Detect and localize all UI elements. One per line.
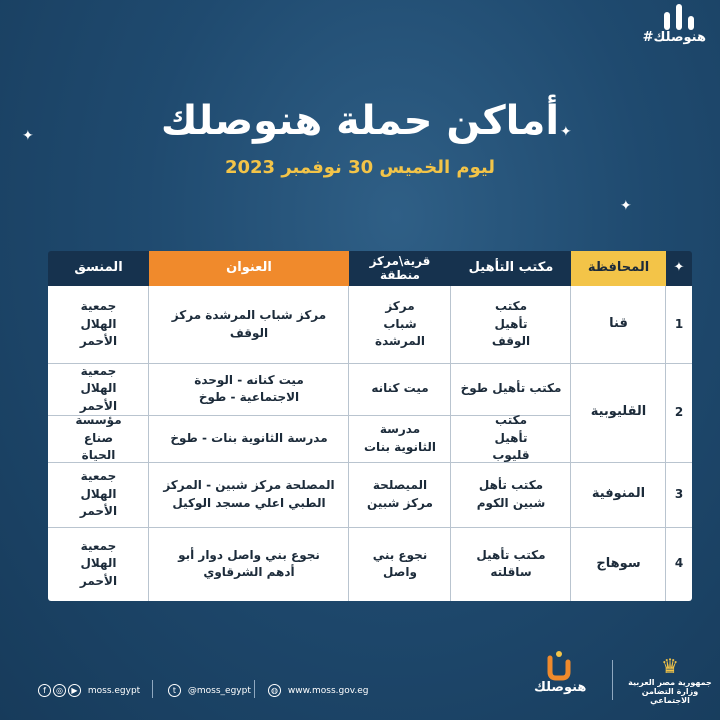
hashtag-label: #هنوصلك bbox=[642, 30, 706, 45]
village-cell: ميت كنانه bbox=[371, 381, 429, 396]
governorate-cell: قنا bbox=[609, 316, 628, 332]
address-cell: مدرسة الثانوية بنات - طوخ bbox=[170, 430, 328, 445]
header-address: العنوان bbox=[149, 251, 349, 286]
globe-icon: ◍ bbox=[268, 684, 281, 697]
twitter-handle: @moss_egypt bbox=[187, 686, 251, 696]
row-number: 2 bbox=[674, 404, 684, 419]
header-office: مكتب التأهيل bbox=[451, 251, 571, 286]
village-cell: نجوع بني واصل bbox=[372, 547, 428, 579]
address-cell: نجوع بني واصل دوار أبو أدهم الشرقاوي bbox=[178, 547, 320, 579]
locations-table bbox=[48, 251, 692, 601]
brand-name: هنوصلك bbox=[534, 680, 587, 695]
row-number: 3 bbox=[674, 486, 684, 501]
instagram-icon: ◎ bbox=[53, 684, 66, 697]
page-title: أماكن حملة هنوصلك bbox=[160, 98, 560, 144]
governorate-cell: المنوفية bbox=[591, 486, 646, 502]
social-handle: moss.egypt bbox=[87, 686, 141, 696]
brand-mark-icon bbox=[542, 648, 576, 682]
coordinator-cell: جمعية الهلال الأحمر bbox=[79, 363, 118, 413]
sparkle-icon: ✦ bbox=[620, 198, 632, 214]
brand-logo bbox=[534, 648, 587, 695]
village-cell: مركز شباب المرشدة bbox=[375, 299, 425, 349]
facebook-icon: f bbox=[38, 684, 51, 697]
facebook-handle-group[interactable] bbox=[36, 684, 140, 697]
office-cell: مكتب تأهيل الوقف bbox=[491, 299, 531, 349]
header-coordinator: المنسق bbox=[48, 251, 149, 286]
twitter-icon: t bbox=[168, 684, 181, 697]
page-subtitle: ليوم الخميس 30 نوفمبر 2023 bbox=[224, 157, 496, 178]
address-cell: ميت كنانه - الوحدة الاجتماعية - طوخ bbox=[194, 372, 304, 404]
bars-decoration bbox=[642, 0, 702, 30]
coordinator-cell: مؤسسة صناع الحياة bbox=[75, 413, 122, 463]
eagle-icon: ♛ bbox=[661, 654, 679, 678]
coordinator-cell: جمعية الهلال الأحمر bbox=[79, 469, 118, 519]
sparkle-icon: ✦ bbox=[560, 124, 572, 140]
gov-line2: وزارة التضامن الاجتماعي bbox=[641, 687, 699, 705]
sparkle-icon: ✦ bbox=[22, 128, 34, 144]
youtube-icon: ▶ bbox=[68, 684, 81, 697]
header-village: قرية\مركز منطقة bbox=[349, 251, 451, 286]
gov-line1: جمهورية مصر العربية bbox=[628, 678, 712, 687]
header-governorate: المحافظة bbox=[571, 251, 666, 286]
office-cell: مكتب تأهيل ساقلته bbox=[476, 547, 546, 579]
coordinator-cell: جمعية الهلال الأحمر bbox=[79, 538, 118, 588]
governorate-cell: القليوبية bbox=[590, 404, 647, 420]
governorate-cell: سوهاج bbox=[596, 555, 641, 571]
website-link[interactable] bbox=[266, 684, 368, 697]
row-number: 1 bbox=[674, 316, 684, 331]
sparkle-icon: ✦ bbox=[673, 260, 685, 276]
address-cell: المصلحة مركز شبين - المركز الطبي اعلي مسجد الوكيل bbox=[163, 478, 335, 510]
coordinator-cell: جمعية الهلال الأحمر bbox=[79, 299, 118, 349]
address-cell: مركز شباب المرشدة مركز الوقف bbox=[171, 308, 327, 340]
website-url: www.moss.gov.eg bbox=[287, 686, 369, 696]
office-cell: مكتب تأهيل قليوب bbox=[492, 413, 530, 463]
village-cell: مدرسة الثانوية بنات bbox=[364, 422, 436, 454]
twitter-handle-group[interactable] bbox=[166, 684, 251, 697]
village-cell: الميصلحة مركز شبين bbox=[367, 478, 433, 510]
government-logo bbox=[628, 654, 712, 705]
office-cell: مكتب تأهيل طوخ bbox=[460, 381, 562, 396]
office-cell: مكتب تأهل شبين الكوم bbox=[476, 478, 546, 510]
row-number: 4 bbox=[674, 556, 684, 571]
header-sparkle bbox=[666, 251, 692, 286]
